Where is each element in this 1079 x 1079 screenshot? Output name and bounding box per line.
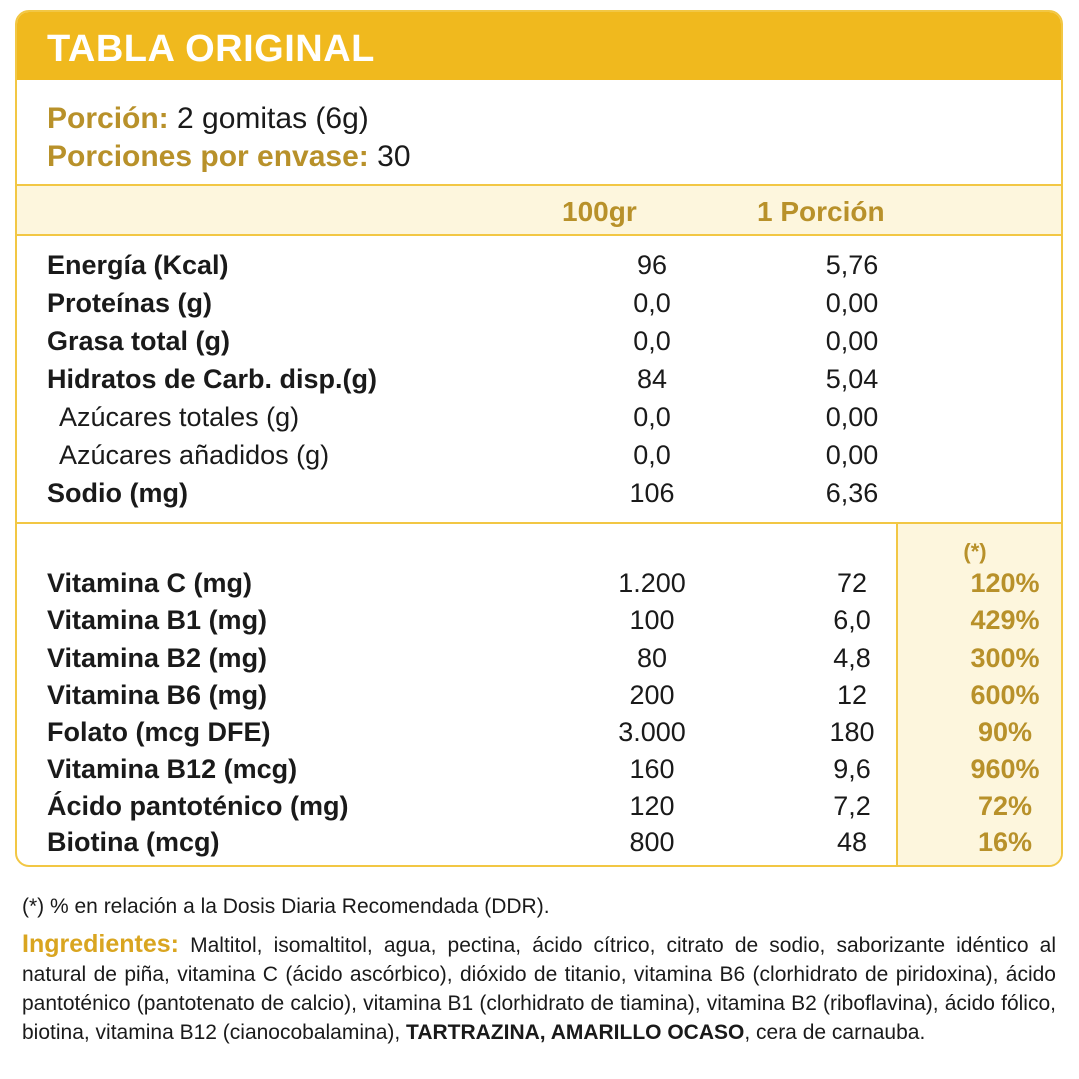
value-100gr: 0,0 xyxy=(633,288,671,318)
value-portion: 6,0 xyxy=(833,605,871,635)
percent-ddr: 120% xyxy=(970,568,1040,598)
value-100gr: 80 xyxy=(636,643,668,673)
nutrient-name: Sodio (mg) xyxy=(47,478,188,508)
table-row xyxy=(47,643,1047,681)
portions-per-pack-value: 30 xyxy=(368,140,411,173)
table-row xyxy=(47,680,1047,718)
vitamin-name: Vitamina B1 (mg) xyxy=(47,605,268,635)
value-100gr: 1.200 xyxy=(618,568,686,598)
nutrient-name: Hidratos de Carb. disp.(g) xyxy=(47,364,378,394)
table-title: TABLA ORIGINAL xyxy=(47,28,375,70)
value-portion: 6,36 xyxy=(825,478,879,508)
value-100gr: 96 xyxy=(636,250,668,280)
value-portion: 0,00 xyxy=(825,288,879,318)
value-100gr: 100 xyxy=(629,605,675,635)
value-100gr: 3.000 xyxy=(618,717,686,747)
vitamin-name: Vitamina B12 (mcg) xyxy=(47,754,298,784)
ingredients-text: Maltitol, isomaltitol, agua, pectina, ácido cítrico, citrato de sodio, saborizante idéntico al natural de piña, vitamina C (ácido ascórbico), dióxido de titanio, vitamina B6 (clorhidrato de piridoxina), ácido pantoténico (pantotenato de calcio), vitamina B1 (clorhidrato de tiamina), vitamina B2 (riboflavina), ácido fólico, biotina, vitamina B12 (cianocobalamina), xyxy=(22,934,1056,1044)
portions-per-pack-label: Porciones por envase: xyxy=(47,140,369,173)
value-portion: 7,2 xyxy=(833,791,871,821)
portion-label: Porción: xyxy=(47,102,169,135)
percent-ddr: 72% xyxy=(977,791,1033,821)
value-portion: 180 xyxy=(829,717,875,747)
nutrient-name: Proteínas (g) xyxy=(47,288,213,318)
table-header xyxy=(17,12,1061,80)
column-header-row xyxy=(17,184,1061,236)
table-row xyxy=(47,791,1047,829)
portion-value: 2 gomitas (6g) xyxy=(168,102,369,135)
percent-ddr: 300% xyxy=(970,643,1040,673)
table-row xyxy=(47,440,1047,478)
value-100gr: 106 xyxy=(629,478,675,508)
vitamin-name: Vitamina B2 (mg) xyxy=(47,643,268,673)
vitamin-name: Ácido pantoténico (mg) xyxy=(47,791,349,821)
value-100gr: 160 xyxy=(629,754,675,784)
portion-size xyxy=(47,100,411,138)
table-row xyxy=(47,402,1047,440)
nutrient-name: Grasa total (g) xyxy=(47,326,231,356)
vitamin-name: Folato (mcg DFE) xyxy=(47,717,271,747)
column-header-100gr: 100gr xyxy=(562,196,637,227)
value-portion: 4,8 xyxy=(833,643,871,673)
value-portion: 9,6 xyxy=(833,754,871,784)
table-row xyxy=(47,250,1047,288)
value-portion: 0,00 xyxy=(825,402,879,432)
nutrient-name: Azúcares añadidos (g) xyxy=(59,440,330,470)
portions-per-pack xyxy=(47,138,411,176)
value-portion: 5,76 xyxy=(825,250,879,280)
value-portion: 0,00 xyxy=(825,440,879,470)
percent-ddr: 90% xyxy=(977,717,1033,747)
nutrition-table xyxy=(15,10,1063,867)
table-row xyxy=(47,754,1047,792)
table-row xyxy=(47,326,1047,364)
table-row xyxy=(47,364,1047,402)
ingredients-label: Ingredientes: xyxy=(22,930,179,958)
value-portion: 0,00 xyxy=(825,326,879,356)
table-row xyxy=(47,605,1047,643)
table-row xyxy=(47,717,1047,755)
vitamin-name: Vitamina C (mg) xyxy=(47,568,253,598)
table-row xyxy=(47,827,1047,865)
column-header-portion: 1 Porción xyxy=(757,196,885,227)
value-100gr: 200 xyxy=(629,680,675,710)
table-row xyxy=(47,568,1047,606)
percent-ddr: 429% xyxy=(970,605,1040,635)
ingredients-paragraph xyxy=(22,930,1056,1047)
value-portion: 48 xyxy=(836,827,868,857)
value-100gr: 800 xyxy=(629,827,675,857)
value-100gr: 84 xyxy=(636,364,668,394)
ingredients-tail: , cera de carnauba. xyxy=(744,1021,926,1044)
value-100gr: 0,0 xyxy=(633,326,671,356)
nutrient-name: Energía (Kcal) xyxy=(47,250,229,280)
percent-ddr: 16% xyxy=(977,827,1033,857)
portion-info xyxy=(47,100,411,176)
vitamin-name: Biotina (mcg) xyxy=(47,827,220,857)
value-portion: 5,04 xyxy=(825,364,879,394)
percent-ddr: 960% xyxy=(970,754,1040,784)
ddr-asterisk: (*) xyxy=(963,539,987,564)
ddr-footnote: (*) % en relación a la Dosis Diaria Recomendada (DDR). xyxy=(22,895,550,918)
value-portion: 12 xyxy=(836,680,868,710)
ingredients-colorants: TARTRAZINA, AMARILLO OCASO xyxy=(406,1021,745,1044)
vitamin-name: Vitamina B6 (mg) xyxy=(47,680,268,710)
value-100gr: 0,0 xyxy=(633,440,671,470)
value-100gr: 0,0 xyxy=(633,402,671,432)
value-100gr: 120 xyxy=(629,791,675,821)
value-portion: 72 xyxy=(836,568,868,598)
nutrient-name: Azúcares totales (g) xyxy=(59,402,300,432)
table-row xyxy=(47,478,1047,516)
percent-ddr: 600% xyxy=(970,680,1040,710)
table-row xyxy=(47,288,1047,326)
